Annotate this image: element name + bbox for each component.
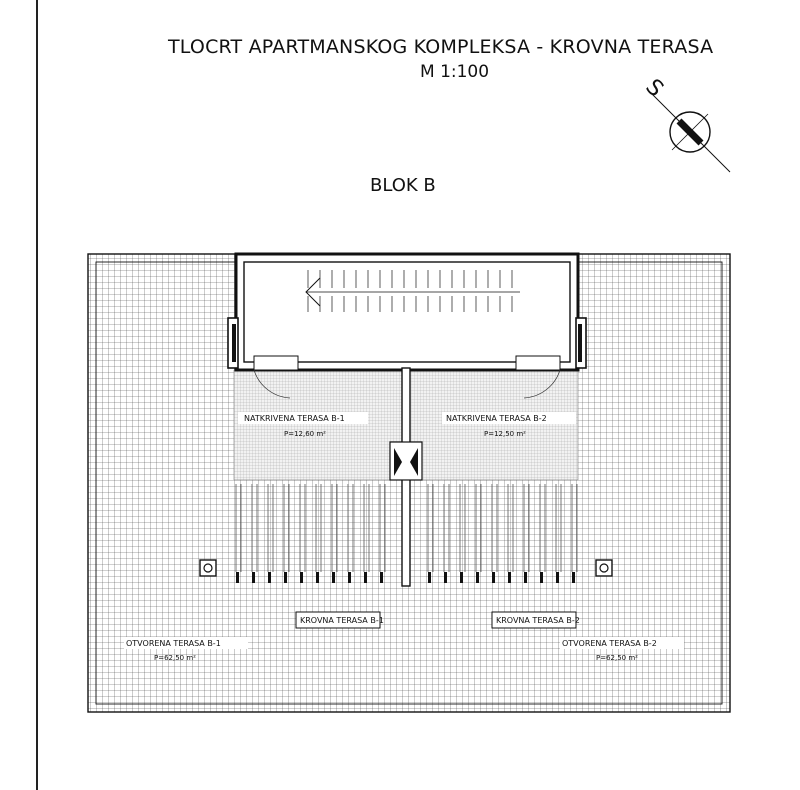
central-column xyxy=(390,442,422,480)
north-arrow-icon xyxy=(640,75,730,172)
pergola-post xyxy=(540,572,543,583)
svg-text:P=12,50 m²: P=12,50 m² xyxy=(484,430,526,438)
pergola-post xyxy=(316,572,319,583)
svg-text:P=62,50 m²: P=62,50 m² xyxy=(596,654,638,662)
pergola-post xyxy=(380,572,383,583)
pergola-post xyxy=(332,572,335,583)
pergola-post xyxy=(524,572,527,583)
pergola-post xyxy=(364,572,367,583)
svg-text:P=62,50 m²: P=62,50 m² xyxy=(154,654,196,662)
pergola-post xyxy=(508,572,511,583)
svg-text:KROVNA TERASA B-1: KROVNA TERASA B-1 xyxy=(300,616,384,625)
svg-text:OTVORENA TERASA B-1: OTVORENA TERASA B-1 xyxy=(126,639,221,648)
pergola-post xyxy=(476,572,479,583)
pergola-post xyxy=(460,572,463,583)
svg-text:OTVORENA TERASA B-2: OTVORENA TERASA B-2 xyxy=(562,639,657,648)
pergola-post xyxy=(556,572,559,583)
pergola-post xyxy=(300,572,303,583)
pergola-post xyxy=(444,572,447,583)
pergola-post xyxy=(492,572,495,583)
drawing-scale: M 1:100 xyxy=(420,62,490,82)
north-symbol-text: S xyxy=(640,74,668,103)
label-roof-b1 xyxy=(296,612,384,628)
covered-terrace-b2 xyxy=(406,370,578,480)
roof-drain-icon xyxy=(200,560,216,576)
drawing-title: TLOCRT APARTMANSKOG KOMPLEKSA - KROVNA TERASA xyxy=(168,36,714,58)
block-label: BLOK B xyxy=(370,175,436,196)
label-roof-b2 xyxy=(492,612,580,628)
svg-text:NATKRIVENA TERASA B-2: NATKRIVENA TERASA B-2 xyxy=(446,414,547,423)
pergola-post xyxy=(284,572,287,583)
pergola-post xyxy=(348,572,351,583)
pergola-post xyxy=(252,572,255,583)
roof-drain-icon xyxy=(596,560,612,576)
svg-text:NATKRIVENA TERASA B-1: NATKRIVENA TERASA B-1 xyxy=(244,414,345,423)
pergola-post xyxy=(268,572,271,583)
svg-text:P=12,60 m²: P=12,60 m² xyxy=(284,430,326,438)
pergola-post xyxy=(428,572,431,583)
pergola-post xyxy=(572,572,575,583)
covered-terrace-b1 xyxy=(234,370,406,480)
svg-text:KROVNA TERASA B-2: KROVNA TERASA B-2 xyxy=(496,616,580,625)
pergola-post xyxy=(236,572,239,583)
